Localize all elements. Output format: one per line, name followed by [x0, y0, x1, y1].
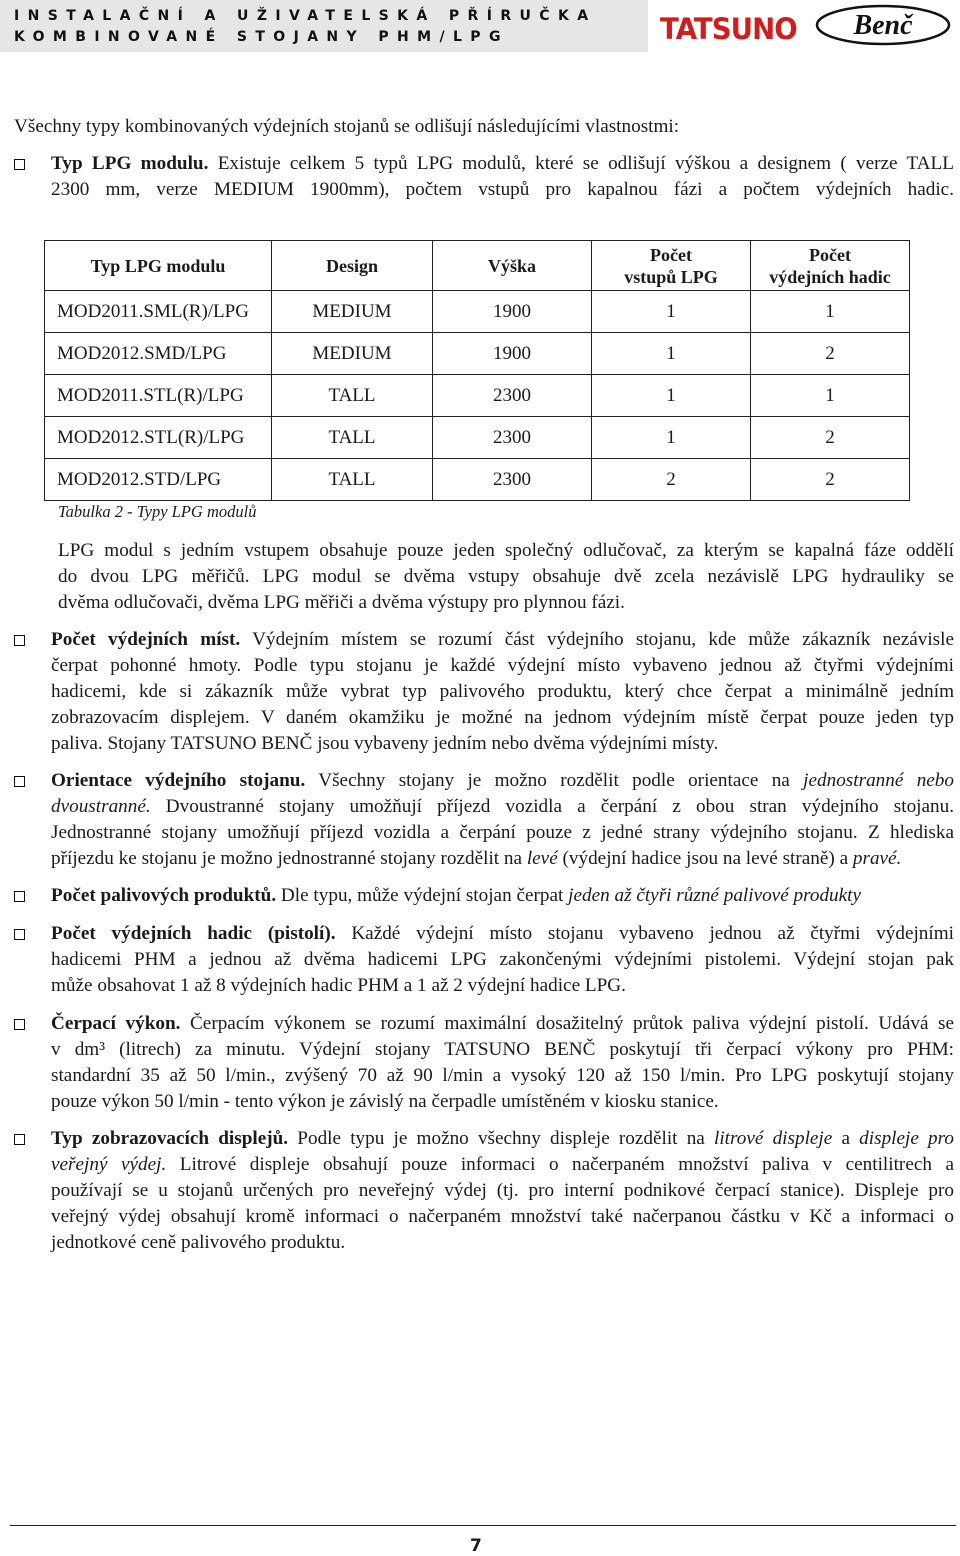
- cell-height: 2300: [433, 459, 592, 501]
- item-displays-line3: používají se u stojanů určených pro neveřejný výdej (tj. pro interní podnikové čerpací stanice). Displeje pro: [51, 1180, 954, 1201]
- item-dispensing-points-line1: Počet výdejních míst. Výdejním místem se rozumí část výdejního stojanu, kde může zákazník nezávisle: [51, 629, 954, 650]
- cell-inputs: 1: [592, 333, 751, 375]
- item-dispensing-points-line3: hadicemi, kde si zákazník může vybrat typ palivového produktu, který chce čerpat a minimálně jedním: [51, 681, 954, 702]
- checkbox-bullet-icon: [14, 1019, 25, 1030]
- cell-hoses: 2: [751, 417, 910, 459]
- lpg-module-table: [44, 240, 910, 501]
- item-displays-line1: Typ zobrazovacích displejů. Podle typu je možno všechny displeje rozdělit na litrové displeje a displeje pro: [51, 1128, 954, 1149]
- cell-design: TALL: [272, 375, 433, 417]
- th-height: Výška: [433, 241, 592, 291]
- page-header: [0, 0, 960, 52]
- item-dispensing-points-line4: zobrazovacím displejem. V daném okamžiku je možné na jednom výdejním místě čerpat pouze jeden typ: [51, 707, 954, 728]
- item-displays-line4: veřejný výdej obsahují kromě informaci o načerpaném množství také načerpanou částku v Kč a informaci o: [51, 1206, 954, 1227]
- table-caption: Tabulka 2 - Typy LPG modulů: [58, 502, 257, 521]
- cell-inputs: 1: [592, 291, 751, 333]
- cell-hoses: 2: [751, 333, 910, 375]
- checkbox-bullet-icon: [14, 1134, 25, 1145]
- benc-logo: [815, 4, 951, 46]
- th-design: Design: [272, 241, 433, 291]
- cell-inputs: 2: [592, 459, 751, 501]
- item-hoses-line1: Počet výdejních hadic (pistolí). Každé výdejní místo stojanu vybaveno jednou až čtyřmi výdejními: [51, 923, 954, 944]
- lpg-module-desc-line3: dvěma odlučovači, dvěma LPG měřiči a dvěma výstupy pro plynnou fázi.: [58, 592, 625, 613]
- item-fuel-products: Počet palivových produktů. Dle typu, může výdejní stojan čerpat jeden až čtyři různé palivové produkty: [51, 885, 862, 906]
- cell-height: 2300: [433, 417, 592, 459]
- checkbox-bullet-icon: [14, 891, 25, 902]
- cell-inputs: 1: [592, 375, 751, 417]
- th-lpg-inputs: Počet vstupů LPG: [592, 241, 751, 291]
- checkbox-bullet-icon: [14, 929, 25, 940]
- table-row: [45, 417, 910, 459]
- lpg-module-desc-line2: do dvou LPG měřičů. LPG modul se dvěma vstupy obsahuje dvě zcela nezávislě LPG hydrauliky se: [58, 566, 954, 587]
- th-type: Typ LPG modulu: [45, 241, 272, 291]
- item-dispensing-points-line2: čerpat pohonné hmoty. Podle typu stojanu je každé výdejní místo vybaveno jednou až čtyřmi výdejními: [51, 655, 954, 676]
- cell-type: MOD2011.STL(R)/LPG: [45, 375, 272, 417]
- item-displays-line5: jednotkové ceně palivového produktu.: [51, 1232, 346, 1253]
- item-hoses-line3: může obsahovat 1 až 8 výdejních hadic PHM a 1 až 2 výdejní hadice LPG.: [51, 975, 626, 996]
- item-orientation-line1: Orientace výdejního stojanu. Všechny stojany je možno rozdělit podle orientace na jednostranné nebo: [51, 770, 954, 791]
- table-row: [45, 459, 910, 501]
- cell-design: MEDIUM: [272, 333, 433, 375]
- cell-type: MOD2012.STD/LPG: [45, 459, 272, 501]
- cell-hoses: 1: [751, 375, 910, 417]
- cell-inputs: 1: [592, 417, 751, 459]
- tatsuno-logo: TATSUNO: [660, 12, 797, 46]
- item-displays-line2: veřejný výdej. Litrové displeje obsahují pouze informaci o načerpaném množství paliva v centilitrech a: [51, 1154, 954, 1175]
- footer-divider: [10, 1525, 956, 1526]
- item-pump-rate-line4: pouze výkon 50 l/min - tento výkon je závislý na čerpadle umístěném v kiosku stanice.: [51, 1091, 719, 1112]
- table-row: [45, 333, 910, 375]
- item-orientation-line4: příjezdu ke stojanu je možno jednostranné stojany rozdělit na levé (výdejní hadice jsou na levé straně) a pravé.: [51, 848, 902, 869]
- cell-hoses: 2: [751, 459, 910, 501]
- item-hoses-line2: hadicemi PHM a jednou až dvěma hadicemi LPG zakončenými výdejními pistolemi. Výdejní stojan pak: [51, 949, 954, 970]
- cell-type: MOD2011.SML(R)/LPG: [45, 291, 272, 333]
- cell-design: TALL: [272, 417, 433, 459]
- cell-height: 2300: [433, 375, 592, 417]
- svg-text:Benč: Benč: [853, 10, 913, 41]
- cell-type: MOD2012.SMD/LPG: [45, 333, 272, 375]
- lpg-module-desc-line1: LPG modul s jedním vstupem obsahuje pouze jeden společný odlučovač, za kterým se kapalná fáze oddělí: [58, 540, 954, 561]
- cell-design: TALL: [272, 459, 433, 501]
- item-dispensing-points-line5: paliva. Stojany TATSUNO BENČ jsou vybaveny jedním nebo dvěma výdejními místy.: [51, 733, 719, 754]
- cell-type: MOD2012.STL(R)/LPG: [45, 417, 272, 459]
- cell-hoses: 1: [751, 291, 910, 333]
- item-lpg-module-line1: Typ LPG modulu. Existuje celkem 5 typů LPG modulů, které se odlišují výškou a designem ( verze TALL: [51, 153, 954, 174]
- page-number: 7: [470, 1536, 482, 1556]
- header-subtitle: KOMBINOVANÉ STOJANY PHM/LPG: [14, 29, 509, 45]
- item-orientation-line3: Jednostranné stojany umožňují příjezd vozidla a čerpání pouze z jedné strany výdejního stojanu. Z hlediska: [51, 822, 954, 843]
- checkbox-bullet-icon: [14, 159, 25, 170]
- th-hoses: Počet výdejních hadic: [751, 241, 910, 291]
- item-pump-rate-line2: v dm³ (litrech) za minutu. Výdejní stojany TATSUNO BENČ poskytují tři čerpací výkony pro PHM:: [51, 1039, 954, 1060]
- item-orientation-line2: dvoustranné. Dvoustranné stojany umožňují příjezd vozidla a čerpání z obou stran výdejního stojanu.: [51, 796, 954, 817]
- item-lpg-module-line2: 2300 mm, verze MEDIUM 1900mm), počtem vstupů pro kapalnou fázi a počtem výdejních hadic.: [51, 179, 954, 200]
- cell-design: MEDIUM: [272, 291, 433, 333]
- cell-height: 1900: [433, 333, 592, 375]
- checkbox-bullet-icon: [14, 635, 25, 646]
- intro-text: Všechny typy kombinovaných výdejních stojanů se odlišují následujícími vlastnostmi:: [14, 116, 680, 137]
- header-title: INSTALAČNÍ A UŽIVATELSKÁ PŘÍRUČKA: [14, 8, 597, 24]
- checkbox-bullet-icon: [14, 776, 25, 787]
- item-pump-rate-line1: Čerpací výkon. Čerpacím výkonem se rozumí maximální dosažitelný průtok paliva výdejní pistolí. Udává se: [51, 1013, 955, 1034]
- cell-height: 1900: [433, 291, 592, 333]
- table-row: [45, 291, 910, 333]
- table-row: [45, 375, 910, 417]
- item-pump-rate-line3: standardní 35 až 50 l/min., zvýšený 70 až 90 l/min a vysoký 120 až 150 l/min. Pro LPG poskytují stojany: [51, 1065, 954, 1086]
